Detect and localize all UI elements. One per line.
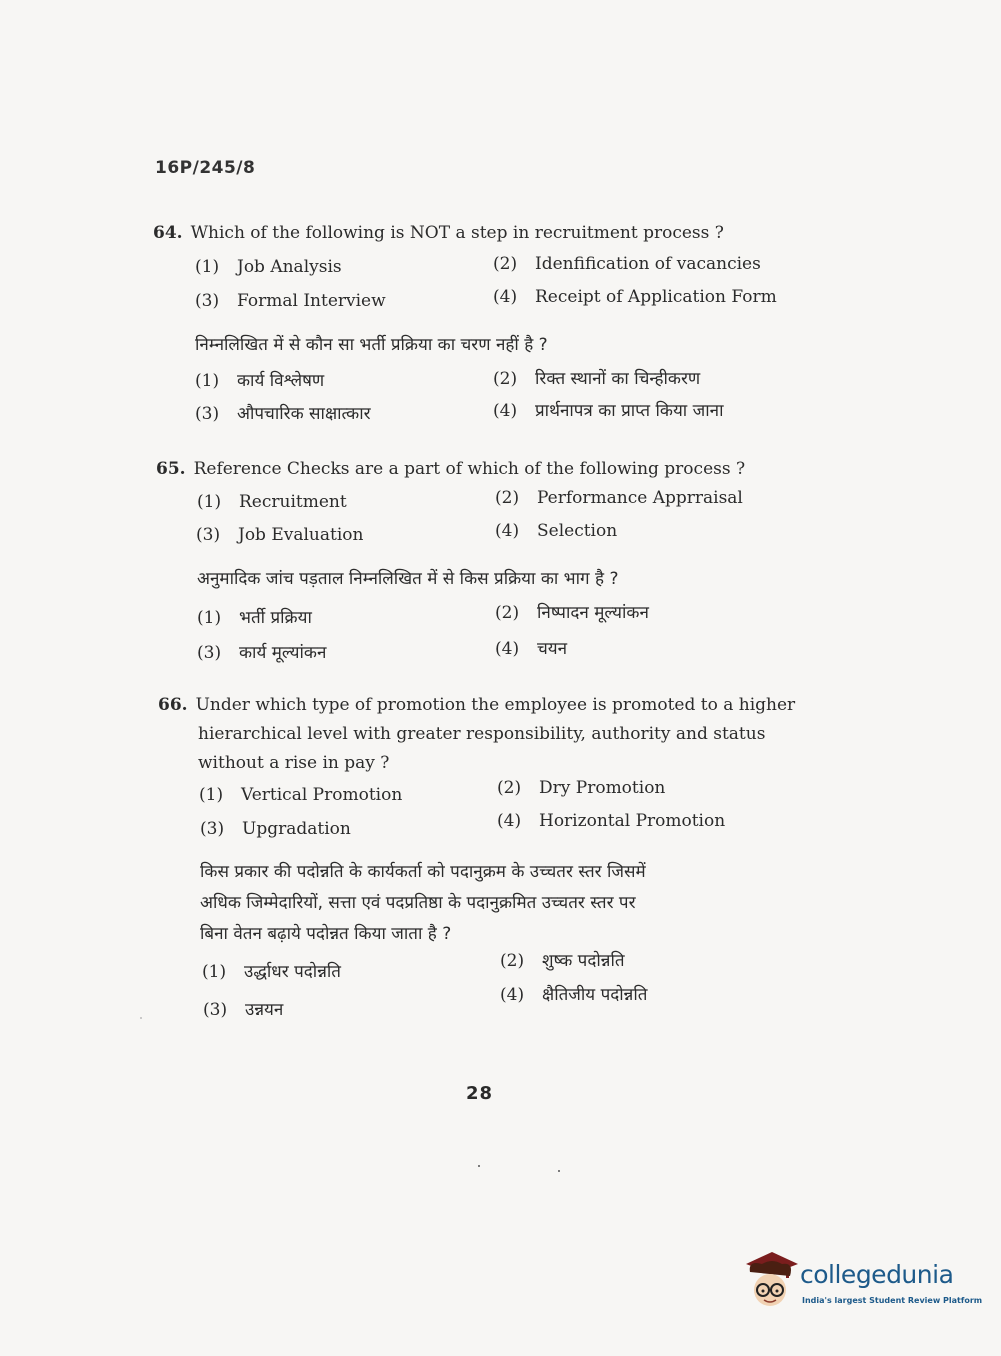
brand-name: collegedunia <box>800 1260 954 1289</box>
hindi-option-1: (1) उर्द्धाधर पदोन्नति <box>202 962 341 982</box>
page-number: 28 <box>466 1083 494 1104</box>
option-1: (1) Job Analysis <box>195 257 342 277</box>
question-text: 66. Under which type of promotion the employee is promoted to a higher hierarchical level with greater responsibility, authority and status without a rise in pay ? <box>158 695 796 773</box>
scan-speck <box>140 1017 142 1019</box>
option-4: (4) Selection <box>495 521 618 541</box>
hindi-option-3: (3) कार्य मूल्यांकन <box>197 643 327 663</box>
mascot-icon <box>742 1250 800 1314</box>
hindi-option-3: (3) औपचारिक साक्षात्कार <box>195 404 371 424</box>
option-3: (3) Job Evaluation <box>196 525 364 545</box>
hindi-option-2: (2) निष्पादन मूल्यांकन <box>495 603 649 623</box>
hindi-option-4: (4) क्षैतिजीय पदोन्नति <box>500 985 648 1005</box>
hindi-option-4: (4) चयन <box>495 639 568 659</box>
brand-tagline: India's largest Student Review Platform <box>802 1296 983 1305</box>
hindi-question-text: निम्नलिखित में से कौन सा भर्ती प्रक्रिया का चरण नहीं है ? <box>195 335 548 355</box>
hindi-option-1: (1) भर्ती प्रक्रिया <box>197 608 312 628</box>
option-2: (2) Dry Promotion <box>497 778 666 798</box>
question-number: 64. <box>153 223 183 243</box>
hindi-option-2: (2) रिक्त स्थानों का चिन्हीकरण <box>493 369 701 389</box>
hindi-option-2: (2) शुष्क पदोन्नति <box>500 951 625 971</box>
option-4: (4) Receipt of Application Form <box>493 287 777 307</box>
option-3: (3) Upgradation <box>200 819 351 839</box>
hindi-option-3: (3) उन्नयन <box>203 1000 284 1020</box>
collegedunia-watermark[interactable] <box>742 1250 983 1314</box>
hindi-option-4: (4) प्रार्थनापत्र का प्राप्त किया जाना <box>493 401 724 421</box>
hindi-question-text: अनुमादिक जांच पड़ताल निम्नलिखित में से किस प्रक्रिया का भाग है ? <box>197 569 619 589</box>
option-4: (4) Horizontal Promotion <box>497 811 726 831</box>
question-text: 64. Which of the following is NOT a step in recruitment process ? <box>153 223 724 243</box>
option-1: (1) Recruitment <box>197 492 347 512</box>
scan-speck <box>558 1170 560 1172</box>
question-text: 65. Reference Checks are a part of which of the following process ? <box>156 459 746 479</box>
question-number: 66. <box>158 695 188 715</box>
option-2: (2) Performance Apprraisal <box>495 488 743 508</box>
option-3: (3) Formal Interview <box>195 291 386 311</box>
option-1: (1) Vertical Promotion <box>199 785 403 805</box>
hindi-option-1: (1) कार्य विश्लेषण <box>195 371 325 391</box>
option-2: (2) Idenfification of vacancies <box>493 254 761 274</box>
paper-code: 16P/245/8 <box>155 158 256 178</box>
hindi-question-text: किस प्रकार की पदोन्नति के कार्यकर्ता को पदानुक्रम के उच्चतर स्तर जिसमें अधिक जिम्मेदारियों, सत्ता एवं पदप्रतिष्ठा के पदानुक्रमित उच्चतर स्तर पर बिना वेतन बढ़ाये पदोन्नत किया जाता है ? <box>200 862 646 944</box>
question-number: 65. <box>156 459 186 479</box>
scan-speck <box>478 1165 480 1167</box>
